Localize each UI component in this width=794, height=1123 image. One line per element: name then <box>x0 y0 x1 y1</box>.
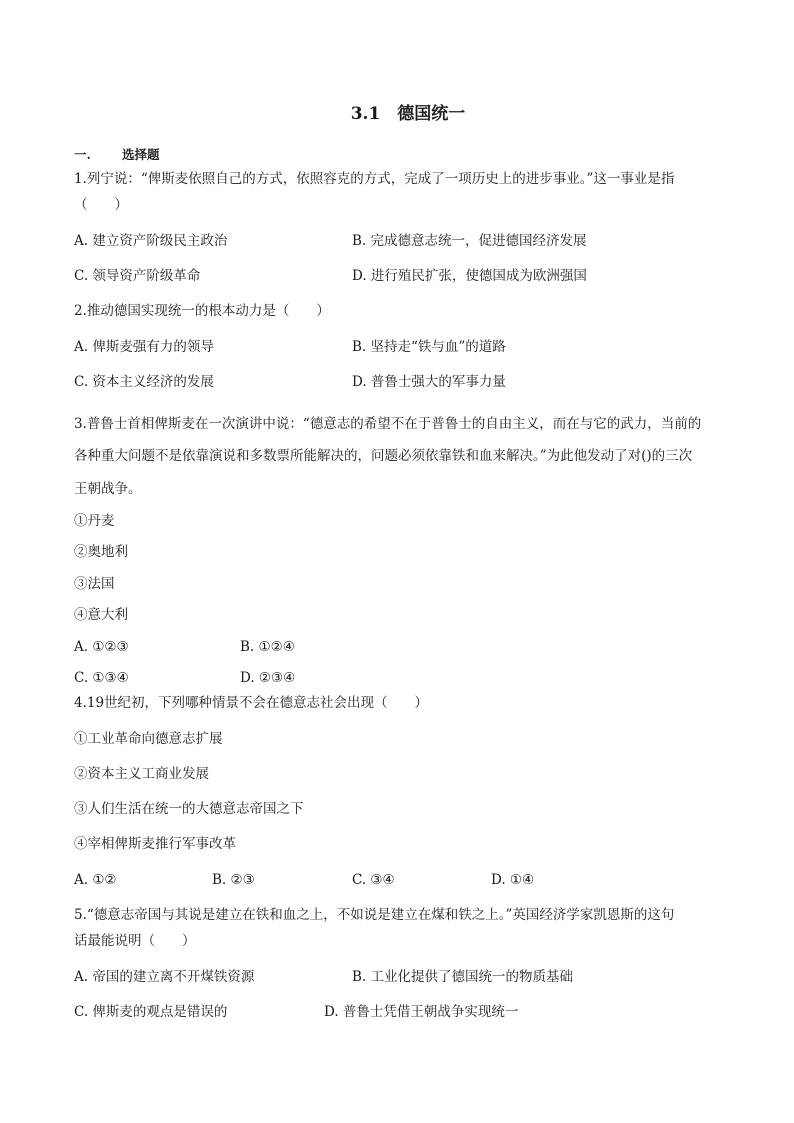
q2-option-c: C. 资本主义经济的发展 <box>74 374 214 390</box>
q2-option-b: B. 坚持走“铁与血”的道路 <box>352 339 506 355</box>
q1-option-b: B. 完成德意志统一，促进德国经济发展 <box>352 233 587 249</box>
q2-option-d: D. 普鲁士强大的军事力量 <box>352 374 506 390</box>
q4-item: ①工业革命向德意志扩展 <box>74 731 223 747</box>
q1-stem-line2: （ ） <box>74 197 128 213</box>
q3-option-b: B. ①②④ <box>240 639 295 655</box>
q3-stem-line2: 各种重大问题不是依靠演说和多数票所能解决的，问题必须依靠铁和血来解决。”为此他发动了对()的三次 <box>74 448 693 464</box>
q5-stem-line1: 5.“德意志帝国与其说是建立在铁和血之上，不如说是建立在煤和铁之上。”英国经济学家凯恩斯的这句 <box>74 907 675 923</box>
q4-item: ②资本主义工商业发展 <box>74 766 209 782</box>
q2-stem: 2.推动德国实现统一的根本动力是（ ） <box>74 303 330 319</box>
q4-option-c: C. ③④ <box>352 872 395 888</box>
q2-option-a: A. 俾斯麦强有力的领导 <box>74 339 214 355</box>
q5-stem-line2: 话最能说明（ ） <box>74 933 196 949</box>
q3-option-c: C. ①③④ <box>74 670 129 686</box>
q3-item: ③法国 <box>74 576 115 592</box>
section-heading <box>74 146 160 164</box>
q3-item: ①丹麦 <box>74 513 115 529</box>
q1-stem-line1: 1.列宁说：“俾斯麦依照自己的方式，依照容克的方式，完成了一项历史上的进步事业。”这一事业是指 <box>74 171 675 187</box>
q5-option-c: C. 俾斯麦的观点是错误的 <box>74 1004 228 1020</box>
q4-item: ③人们生活在统一的大德意志帝国之下 <box>74 801 304 817</box>
q4-stem: 4.19世纪初，下列哪种情景不会在德意志社会出现（ ） <box>74 695 429 711</box>
q4-item: ④宰相俾斯麦推行军事改革 <box>74 836 236 852</box>
q5-option-b: B. 工业化提供了德国统一的物质基础 <box>352 969 574 985</box>
section-number: 一. <box>74 147 91 162</box>
q3-option-a: A. ①②③ <box>74 639 129 655</box>
q1-option-a: A. 建立资产阶级民主政治 <box>74 233 228 249</box>
q4-option-b: B. ②③ <box>212 872 255 888</box>
section-label: 选择题 <box>122 147 160 162</box>
q3-stem-line1: 3.普鲁士首相俾斯麦在一次演讲中说：“德意志的希望不在于普鲁士的自由主义，而在与它的武力，当前的 <box>74 416 702 432</box>
q3-item: ④意大利 <box>74 607 128 623</box>
q5-option-d: D. 普鲁士凭借王朝战争实现统一 <box>324 1004 519 1020</box>
q5-option-a: A. 帝国的建立离不开煤铁资源 <box>74 969 255 985</box>
q1-option-c: C. 领导资产阶级革命 <box>74 268 201 284</box>
q4-option-a: A. ①② <box>74 872 117 888</box>
q3-item: ②奥地利 <box>74 544 128 560</box>
q1-option-d: D. 进行殖民扩张，使德国成为欧洲强国 <box>352 268 587 284</box>
q3-stem-line3: 王朝战争。 <box>74 481 142 497</box>
page-title: 3.1 德国统一 <box>350 104 466 124</box>
q3-option-d: D. ②③④ <box>240 670 296 686</box>
q4-option-d: D. ①④ <box>491 872 535 888</box>
